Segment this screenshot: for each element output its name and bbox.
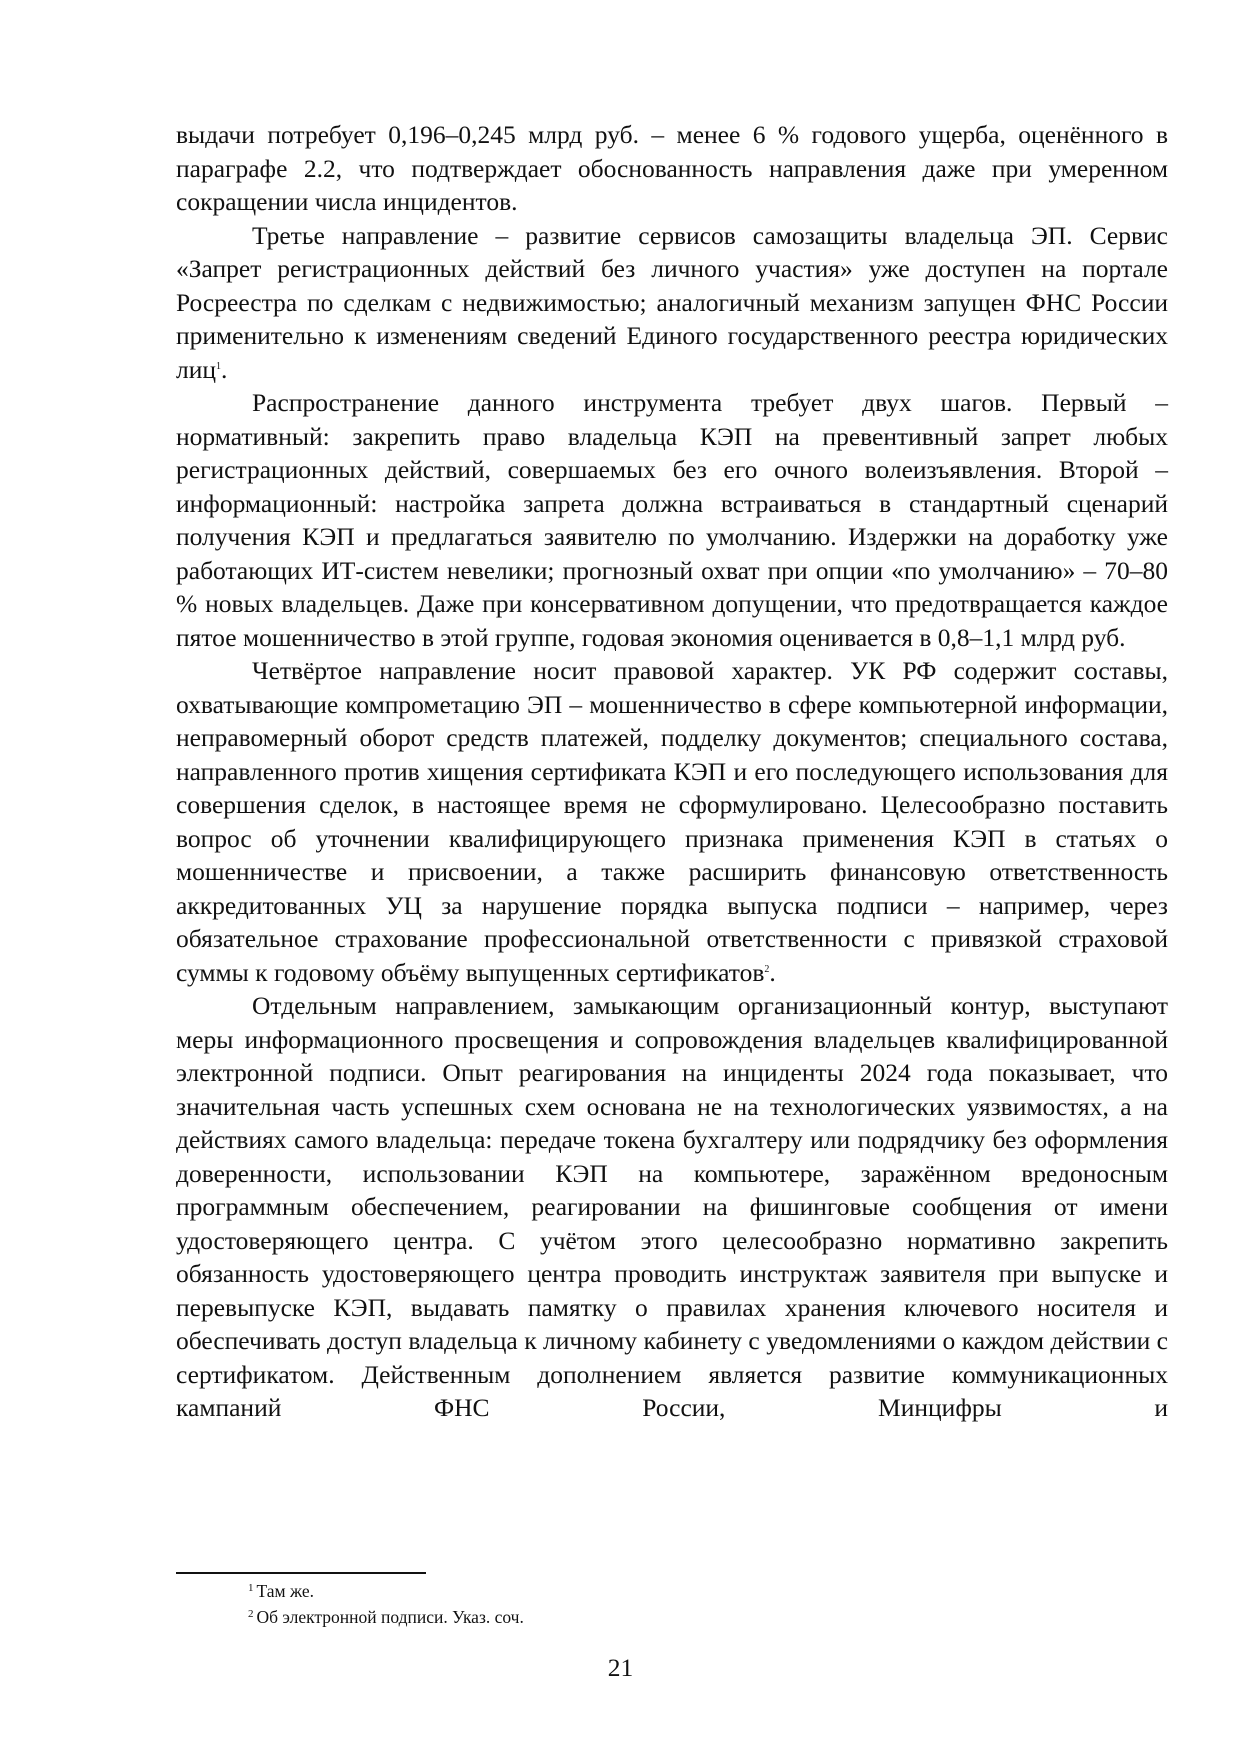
paragraph-text-tail: . bbox=[769, 957, 776, 987]
footnote-mark: 1 bbox=[248, 1582, 254, 1594]
page-number: 21 bbox=[607, 1653, 634, 1682]
page-body bbox=[176, 118, 1168, 1425]
paragraph-text: Четвёртое направление носит правовой характер. УК РФ содержит составы, охватывающие компрометацию ЭП – мошенничество в сфере компьютерной информации, неправомерный оборот средств платежей, подделку документов; специального состава, направленного против хищения сертификата КЭП и его последующего использования для совершения сделок, в настоящее время не сформулировано. Целесообразно поставить вопрос об уточнении квалифицирующего признака применения КЭП в статьях о мошенничестве и присвоении, а также расширить финансовую ответственность аккредитованных УЦ за нарушение порядка выпуска подписи – например, через обязательное страхование профессиональной ответственности с привязкой страховой суммы к годовому объёму выпущенных сертификатов bbox=[176, 656, 1168, 987]
footnote-mark: 2 bbox=[248, 1608, 254, 1620]
footnote-separator bbox=[176, 1572, 426, 1574]
footnote-item bbox=[248, 1604, 1148, 1630]
footnote-reference[interactable]: 2 bbox=[764, 963, 770, 975]
paragraph-text: выдачи потребует 0,196–0,245 млрд руб. – менее 6 % годового ущерба, оценённого в параграфе 2.2, что подтверждает обоснованность направления даже при умеренном сокращении числа инцидентов. bbox=[176, 120, 1168, 216]
footnote-item bbox=[248, 1578, 1148, 1604]
paragraph bbox=[176, 989, 1168, 1425]
paragraph-text-tail: . bbox=[221, 354, 228, 384]
footnotes bbox=[248, 1578, 1148, 1630]
paragraph bbox=[176, 219, 1168, 387]
footnote-text: Об электронной подписи. Указ. соч. bbox=[256, 1607, 524, 1627]
paragraph bbox=[176, 386, 1168, 654]
footnote-text: Там же. bbox=[256, 1581, 314, 1601]
paragraph-text: Отдельным направлением, замыкающим организационный контур, выступают меры информационного просвещения и сопровождения владельцев квалифицированной электронной подписи. Опыт реагирования на инциденты 2024 года показывает, что значительная часть успешных схем основана не на технологических уязвимостях, а на действиях самого владельца: передаче токена бухгалтеру или подрядчику без оформления доверенности, использовании КЭП на компьютере, заражённом вредоносным программным обеспечением, реагировании на фишинговые сообщения от имени удостоверяющего центра. С учётом этого целесообразно нормативно закрепить обязанность удостоверяющего центра проводить инструктаж заявителя при выпуске и перевыпуске КЭП, выдавать памятку о правилах хранения ключевого носителя и обеспечивать доступ владельца к личному кабинету с уведомлениями о каждом действии с сертификатом. Действенным дополнением является развитие коммуникационных кампаний ФНС России, Минцифры и bbox=[176, 991, 1168, 1422]
paragraph bbox=[176, 654, 1168, 989]
paragraph-text: Третье направление – развитие сервисов самозащиты владельца ЭП. Сервис «Запрет регистрационных действий без личного участия» уже доступен на портале Росреестра по сделкам с недвижимостью; аналогичный механизм запущен ФНС России применительно к изменениям сведений Единого государственного реестра юридических лиц bbox=[176, 220, 1168, 384]
paragraph-text: Распространение данного инструмента требует двух шагов. Первый – нормативный: закрепить право владельца КЭП на превентивный запрет любых регистрационных действий, совершаемых без его очного волеизъявления. Второй – информационный: настройка запрета должна встраиваться в стандартный сценарий получения КЭП и предлагаться заявителю по умолчанию. Издержки на доработку уже работающих ИТ-систем невелики; прогнозный охват при опции «по умолчанию» – 70–80 % новых владельцев. Даже при консервативном допущении, что предотвращается каждое пятое мошенничество в этой группе, годовая экономия оценивается в 0,8–1,1 млрд руб. bbox=[176, 388, 1168, 652]
paragraph bbox=[176, 118, 1168, 219]
footnote-reference[interactable]: 1 bbox=[216, 360, 222, 372]
